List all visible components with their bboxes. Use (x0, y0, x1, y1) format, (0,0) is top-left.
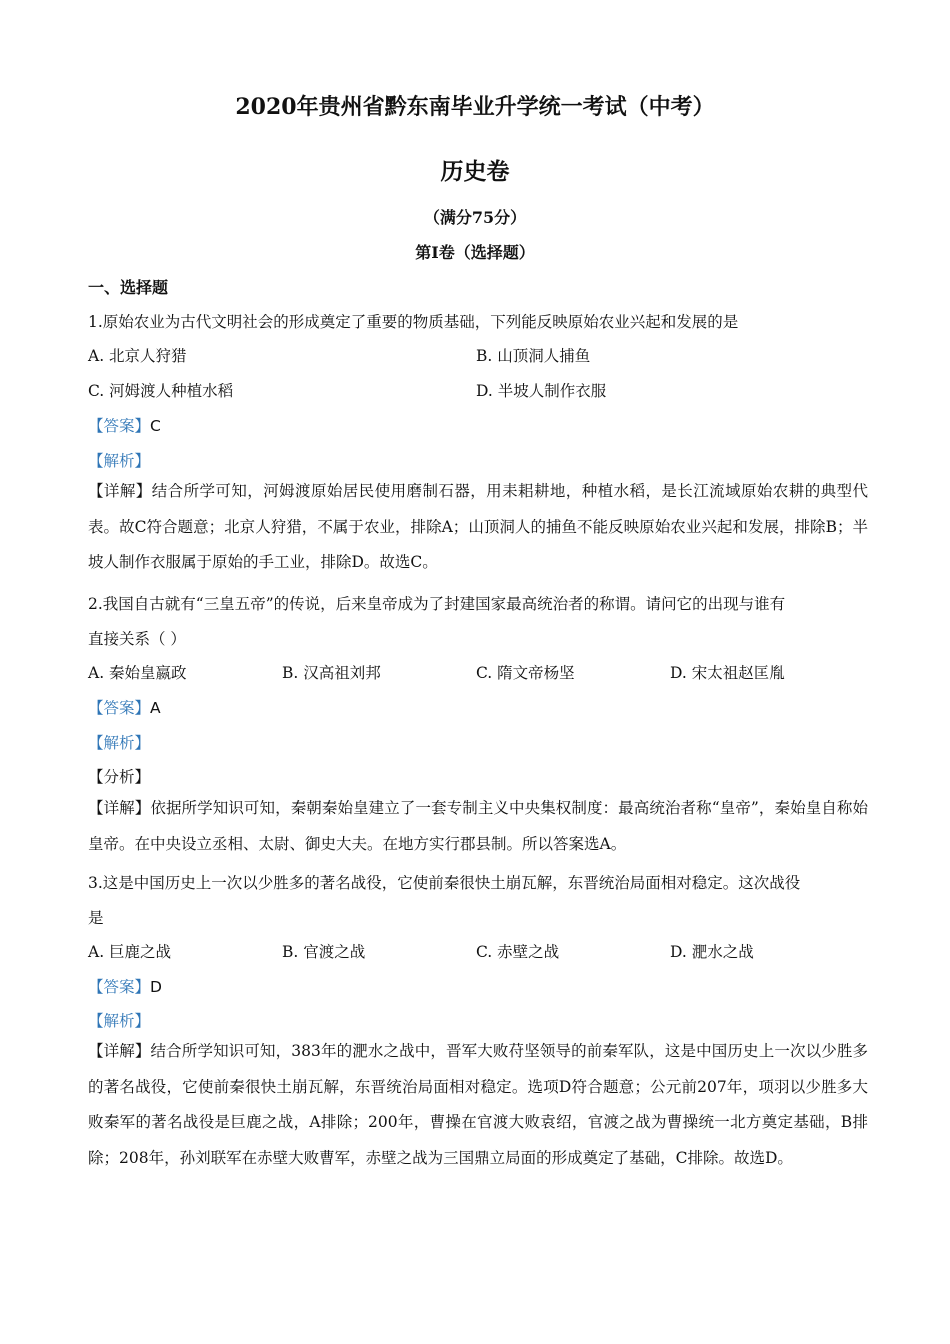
q3-option-b: B. 官渡之战 (282, 943, 366, 961)
question-3-stem-cont: 是 (88, 909, 104, 927)
q3-answer (88, 975, 162, 997)
answer-value: A (150, 699, 161, 717)
q1-detail (88, 474, 868, 581)
q2-option-c: C. 隋文帝杨坚 (476, 664, 575, 682)
q3-option-a: A. 巨鹿之战 (88, 943, 172, 961)
detail-text: 结合所学知识可知，383年的淝水之战中，晋军大败苻坚领导的前秦军队，这是中国历史上一次以少胜多的著名战役，它使前秦很快土崩瓦解，东晋统治局面相对稳定。选项D符合题意；公元前207年，项羽以少胜多大败秦军的著名战役是巨鹿之战，A排除；200年，曹操在官渡大败袁绍，官渡之战为曹操统一北方奠定基础，B排除；208年，孙刘联军在赤壁大败曹军，赤壁之战为三国鼎立局面的形成奠定了基础，C排除。故选D。 (88, 1042, 868, 1167)
q1-option-d: D. 半坡人制作衣服 (476, 382, 607, 400)
analysis-label: 【解析】 (88, 452, 151, 470)
analysis-label: 【解析】 (88, 1012, 151, 1030)
question-2-stem-cont: 直接关系（ ） (88, 630, 186, 648)
full-score: （满分75分） (423, 208, 527, 227)
detail-text: 依据所学知识可知，秦朝秦始皇建立了一套专制主义中央集权制度：最高统治者称“皇帝”，秦始皇自称始皇帝。在中央设立丞相、太尉、御史大夫。在地方实行郡县制。所以答案选A。 (88, 799, 868, 853)
detail-label: 【详解】 (88, 799, 151, 817)
q3-option-c: C. 赤壁之战 (476, 943, 560, 961)
q2-option-d: D. 宋太祖赵匡胤 (670, 664, 785, 682)
q2-detail (88, 791, 868, 862)
q2-option-a: A. 秦始皇嬴政 (88, 664, 187, 682)
volume-title: 第Ⅰ卷（选择题） (415, 243, 535, 262)
q2-answer (88, 696, 161, 718)
q2-fenxi-label: 【分析】 (88, 768, 151, 786)
answer-label: 【答案】 (88, 699, 151, 717)
detail-label: 【详解】 (88, 1042, 151, 1060)
q2-option-b: B. 汉高祖刘邦 (282, 664, 381, 682)
answer-value: C (150, 417, 161, 435)
q1-analysis-label (88, 449, 150, 471)
answer-label: 【答案】 (88, 978, 151, 996)
question-1-stem: 1.原始农业为古代文明社会的形成奠定了重要的物质基础，下列能反映原始农业兴起和发展的是 (88, 313, 739, 331)
section-title: 一、选择题 (88, 278, 169, 297)
question-2-stem: 2.我国自古就有“三皇五帝”的传说，后来皇帝成为了封建国家最高统治者的称谓。请问它的出现与谁有 (88, 595, 786, 613)
answer-value: D (150, 978, 162, 996)
detail-text: 结合所学可知，河姆渡原始居民使用磨制石器，用耒耜耕地，种植水稻，是长江流域原始农耕的典型代表。故C符合题意；北京人狩猎，不属于农业，排除A；山顶洞人的捕鱼不能反映原始农业兴起和发展，排除B；半坡人制作衣服属于原始的手工业，排除D。故选C。 (88, 482, 868, 571)
question-3-stem: 3.这是中国历史上一次以少胜多的著名战役，它使前秦很快土崩瓦解，东晋统治局面相对稳定。这次战役 (88, 874, 801, 892)
q3-analysis-label (88, 1009, 150, 1031)
detail-label: 【详解】 (88, 482, 152, 500)
answer-label: 【答案】 (88, 417, 151, 435)
q3-option-d: D. 淝水之战 (670, 943, 754, 961)
subject-title: 历史卷 (440, 158, 510, 185)
q1-option-b: B. 山顶洞人捕鱼 (476, 347, 591, 365)
q3-detail (88, 1034, 868, 1176)
q2-analysis-label (88, 731, 150, 753)
q1-option-a: A. 北京人狩猎 (88, 347, 187, 365)
q1-option-c: C. 河姆渡人种植水稻 (88, 382, 234, 400)
exam-title: 2020年贵州省黔东南毕业升学统一考试（中考） (235, 94, 715, 120)
q1-answer (88, 414, 161, 436)
analysis-label: 【解析】 (88, 734, 151, 752)
